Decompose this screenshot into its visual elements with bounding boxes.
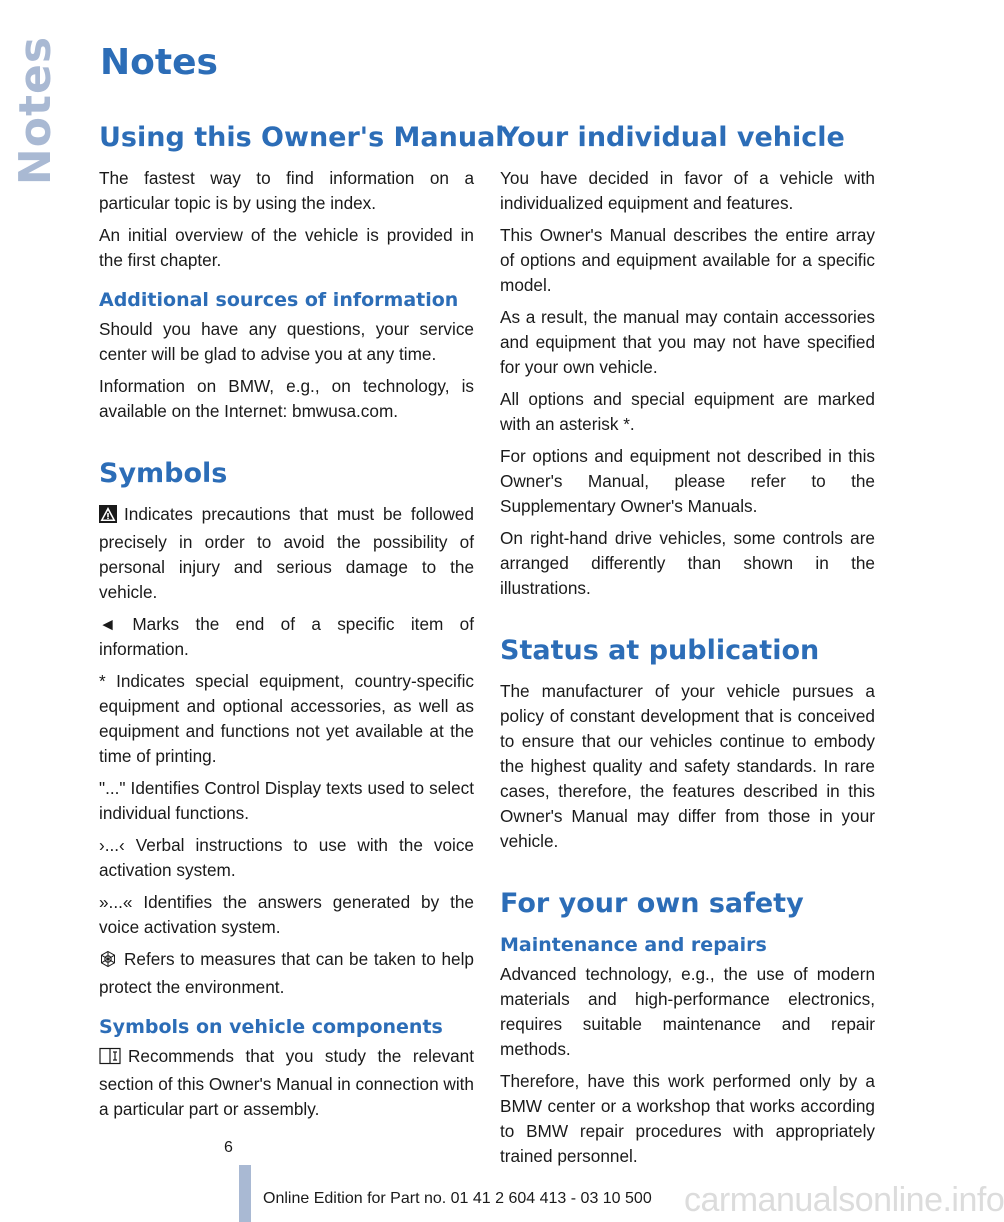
- paragraph: Should you have any questions, your service center will be glad to advise you at any time.: [99, 319, 474, 364]
- symbol-end-mark-item: ◄ Marks the end of a specific item of information.: [99, 614, 474, 659]
- paragraph: You have decided in favor of a vehicle with individualized equipment and features.: [500, 168, 875, 213]
- symbol-quotes-item: "..." Identifies Control Display texts used to select individual functions.: [99, 778, 474, 823]
- warning-text: Indicates precautions that must be followed precisely in order to avoid the possibility of personal injury and serious damage to the vehicle.: [99, 504, 474, 602]
- paragraph: As a result, the manual may contain accessories and equipment that you may not have specified for your own vehicle.: [500, 307, 875, 377]
- footer-bar: [239, 1165, 251, 1222]
- paragraph: An initial overview of the vehicle is provided in the first chapter.: [99, 225, 474, 270]
- side-tab-label: Notes: [10, 35, 62, 185]
- side-tab: [4, 35, 68, 185]
- symbol-book-item: [99, 1044, 474, 1122]
- paragraph: The manufacturer of your vehicle pursues a policy of constant development that is conceived to ensure that our vehicles continue to embody the highest quality and safety standards. In rare cases, therefore, the features described in this Owner's Manual may differ from those in your vehicle.: [500, 681, 875, 851]
- environment-icon: [99, 950, 117, 975]
- symbol-answers-item: »...« Identifies the answers generated by the voice activation system.: [99, 892, 474, 937]
- paragraph: On right-hand drive vehicles, some controls are arranged differently than shown in the illustrations.: [500, 528, 875, 598]
- paragraph: All options and special equipment are marked with an asterisk *.: [500, 389, 875, 434]
- section-heading-symbols: Symbols: [99, 458, 228, 489]
- paragraph: Therefore, have this work performed only by a BMW center or a workshop that works according to BMW repair procedures with appropriately trained personnel.: [500, 1071, 875, 1166]
- paragraph: This Owner's Manual describes the entire array of options and equipment available for a specific model.: [500, 225, 875, 295]
- warning-triangle-icon: [99, 505, 117, 530]
- left-column: [99, 118, 505, 1129]
- paragraph: Advanced technology, e.g., the use of modern materials and high-performance electronics, requires suitable maintenance and repair methods.: [500, 964, 875, 1059]
- page-number: 6: [224, 1139, 233, 1156]
- section-heading-individual-vehicle: Your individual vehicle: [500, 122, 845, 153]
- environment-text: Refers to measures that can be taken to help protect the environment.: [99, 949, 474, 997]
- symbol-verbal-item: ›...‹ Verbal instructions to use with the voice activation system.: [99, 835, 474, 880]
- watermark: carmanualsonline.info: [684, 1181, 1004, 1219]
- subheading-additional-sources: Additional sources of information: [99, 289, 459, 311]
- paragraph: For options and equipment not described in this Owner's Manual, please refer to the Supplementary Owner's Manuals.: [500, 446, 875, 516]
- symbol-asterisk-item: * Indicates special equipment, country-specific equipment and optional accessories, as well as equipment and functions not yet available at the time of printing.: [99, 671, 474, 766]
- paragraph: Information on BMW, e.g., on technology, is available on the Internet: bmwusa.com.: [99, 376, 474, 421]
- section-heading-own-safety: For your own safety: [500, 888, 804, 919]
- right-column: [500, 118, 875, 1176]
- manual-book-icon: [99, 1047, 121, 1072]
- section-heading-owners-manual: Using this Owner's Manual: [99, 122, 505, 153]
- page-title: Notes: [100, 42, 218, 83]
- symbol-environment-item: [99, 947, 474, 1000]
- symbol-warning-item: [99, 502, 474, 605]
- book-text: Recommends that you study the relevant section of this Owner's Manual in connection with a particular part or assembly.: [99, 1046, 474, 1119]
- subheading-vehicle-components: Symbols on vehicle components: [99, 1016, 443, 1038]
- section-heading-status-publication: Status at publication: [500, 635, 820, 666]
- subheading-maintenance-repairs: Maintenance and repairs: [500, 934, 767, 956]
- footer-edition: Online Edition for Part no. 01 41 2 604 413 - 03 10 500: [263, 1190, 652, 1207]
- paragraph: The fastest way to find information on a particular topic is by using the index.: [99, 168, 474, 213]
